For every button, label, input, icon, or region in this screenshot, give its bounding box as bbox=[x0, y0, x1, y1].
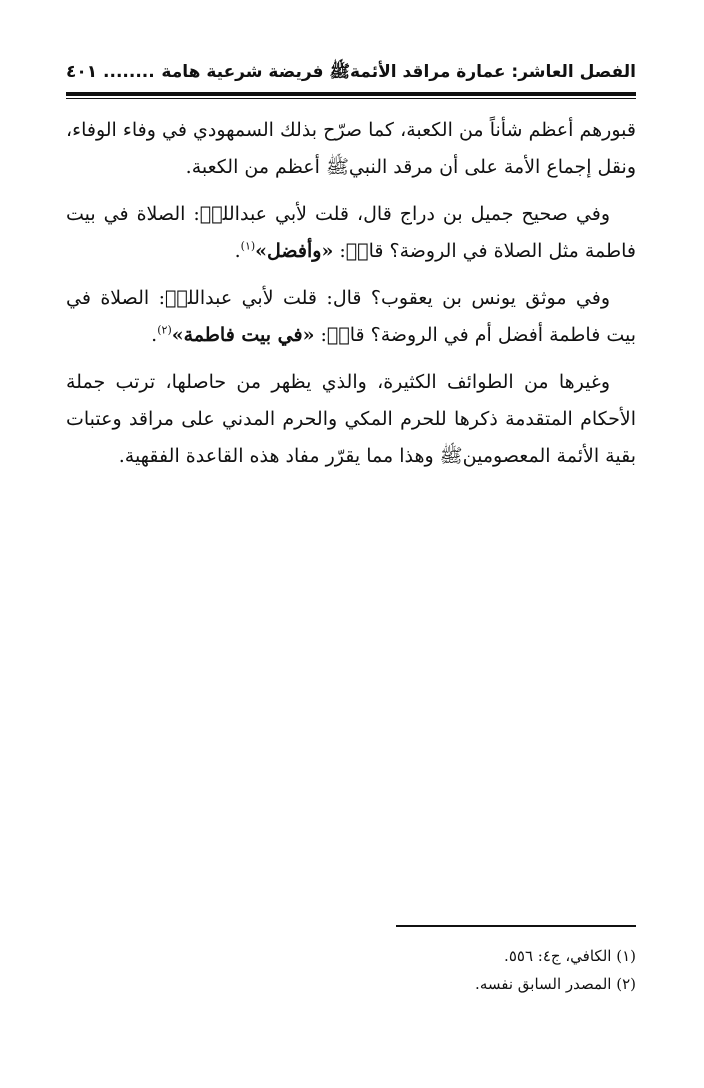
main-text bbox=[66, 112, 636, 485]
hadith-quote: «وأفضل» bbox=[255, 240, 334, 262]
header-rule-thin bbox=[66, 98, 636, 99]
paragraph-end: . bbox=[234, 240, 241, 262]
chapter-title: الفصل العاشر: عمارة مراقد الأئمةﷺ فريضة شرعية هامة bbox=[161, 62, 636, 82]
paragraph-text: قبورهم أعظم شأناً من الكعبة، كما صرّح بذلك السمهودي في وفاء الوفاء، ونقل إجماع الأمة على أن مرقد النبيﷺ أعظم من الكعبة. bbox=[66, 119, 636, 178]
paragraph-3 bbox=[66, 280, 636, 354]
paragraph-4 bbox=[66, 364, 636, 475]
paragraph-text: وفي صحيح جميل بن دراج قال، قلت لأبي عبداللهؑ: الصلاة في بيت فاطمة مثل الصلاة في الروضة؟ قالؑ: bbox=[66, 203, 636, 262]
footnote-1: (١) الكافي، ج٤: ٥٥٦. bbox=[504, 947, 636, 965]
paragraph-text: وغيرها من الطوائف الكثيرة، والذي يظهر من حاصلها، ترتب جملة الأحكام المتقدمة ذكرها للحرم المكي والحرم المدني على مراقد وعتبات بقية الأئمة المعصومينﷺ وهذا مما يقرّر مفاد هذه القاعدة الفقهية. bbox=[66, 371, 636, 467]
hadith-quote: «في بيت فاطمة» bbox=[171, 324, 315, 346]
paragraph-end: . bbox=[151, 324, 158, 346]
footnote-ref: (١) bbox=[240, 239, 256, 253]
footnote-ref: (٢) bbox=[157, 323, 172, 337]
header-rule-thick bbox=[66, 92, 636, 96]
footnote-2: (٢) المصدر السابق نفسه. bbox=[475, 975, 636, 993]
page-number: ........ ٤٠١ bbox=[66, 62, 155, 82]
footnote-separator bbox=[396, 925, 636, 927]
paragraph-text: وفي موثق يونس بن يعقوب؟ قال: قلت لأبي عبداللهؑ: الصلاة في بيت فاطمة أفضل أم في الروضة؟ قالؑ: bbox=[66, 287, 636, 346]
paragraph-1 bbox=[66, 112, 636, 186]
running-header bbox=[66, 60, 636, 84]
footnotes bbox=[216, 942, 636, 998]
paragraph-2 bbox=[66, 196, 636, 270]
